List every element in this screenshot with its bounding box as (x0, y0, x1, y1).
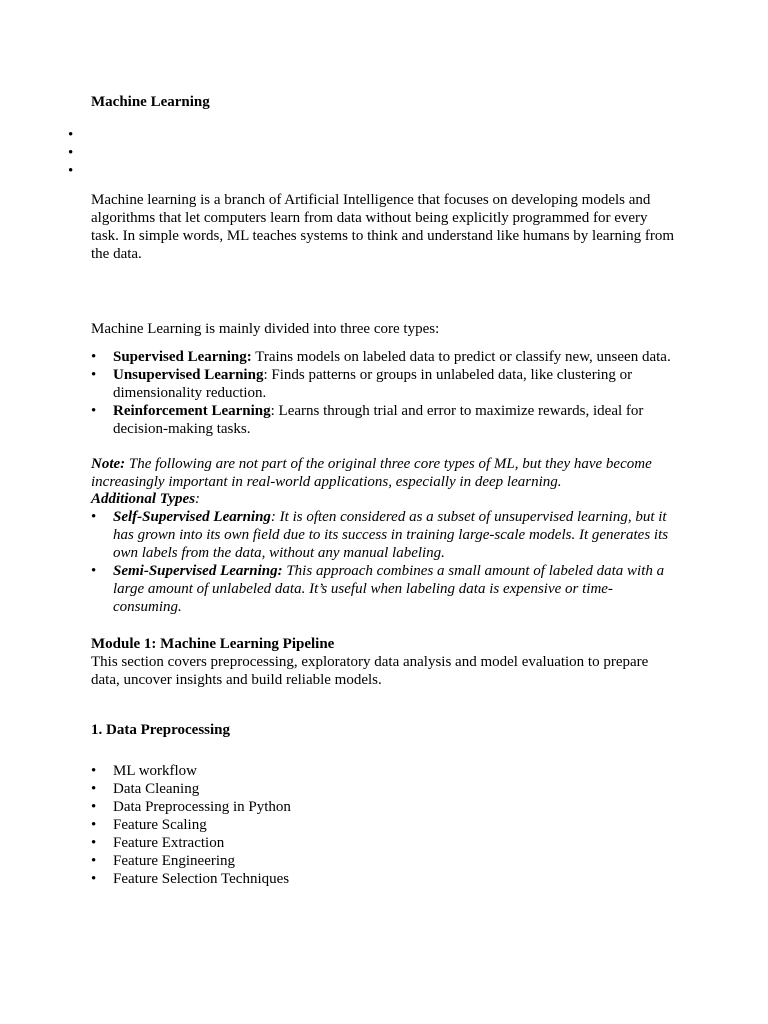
list-item-unsupervised (91, 366, 676, 402)
types-lead-paragraph: Machine Learning is mainly divided into three core types: (91, 321, 440, 337)
topic-item: • Feature Selection Techniques (91, 870, 676, 888)
list-item-self-supervised (91, 508, 676, 562)
note-label: Note: (91, 456, 126, 472)
list-item-semi-supervised (91, 562, 676, 616)
topic-item: • ML workflow (91, 762, 676, 780)
term-label: Supervised Learning: (113, 349, 252, 365)
additional-types-suffix: : (195, 491, 201, 507)
term-label: Reinforcement Learning (113, 403, 271, 419)
topic-item: • Data Cleaning (91, 780, 676, 798)
topic-item: • Data Preprocessing in Python (91, 798, 676, 816)
note-text: The following are not part of the original three core types of ML, but they have become increasingly important in real-world applications, especially in deep learning. (91, 456, 652, 490)
module-description: This section covers preprocessing, exploratory data analysis and model evaluation to prepare data, uncover insights and build reliable models. (91, 654, 649, 688)
term-description: : Learns through trial and error to maximize rewards, ideal for decision-making tasks. (113, 403, 644, 437)
term-description: : Finds patterns or groups in unlabeled data, like clustering or dimensionality reduction. (113, 367, 633, 401)
topic-item: • Feature Engineering (91, 852, 676, 870)
term-label: Unsupervised Learning (113, 367, 264, 383)
term-label: Semi-Supervised Learning: (113, 563, 283, 579)
term-description: This approach combines a small amount of labeled data with a large amount of unlabeled data. It’s useful when labeling data is expensive or time-consuming. (113, 563, 665, 615)
term-label: Self-Supervised Learning (113, 509, 271, 525)
page-title: Machine Learning (91, 94, 210, 110)
term-description: : It is often considered as a subset of unsupervised learning, but it has grown into its own field due to its success in training large-scale models. It generates its own labels from the data, without any manual labeling. (113, 509, 669, 561)
additional-types-heading (91, 490, 200, 508)
core-types-list (91, 348, 676, 438)
section-heading: 1. Data Preprocessing (91, 722, 231, 738)
topic-list (91, 762, 676, 888)
topic-item: • Feature Scaling (91, 816, 676, 834)
topic-item: • Feature Extraction (91, 834, 676, 852)
term-description: Trains models on labeled data to predict or classify new, unseen data. (251, 349, 671, 365)
module-heading: Module 1: Machine Learning Pipeline (91, 636, 335, 652)
additional-types-label: Additional Types (91, 491, 196, 507)
additional-types-list (91, 508, 676, 616)
intro-paragraph: Machine learning is a branch of Artificial Intelligence that focuses on developing models and algorithms that let computers learn from data without being explicitly programmed for every task. In simple words, ML teaches systems to think and understand like humans by learning from the data. (91, 192, 675, 262)
note-paragraph (91, 455, 676, 491)
list-item-supervised (91, 348, 676, 366)
list-item-reinforcement (91, 402, 676, 438)
